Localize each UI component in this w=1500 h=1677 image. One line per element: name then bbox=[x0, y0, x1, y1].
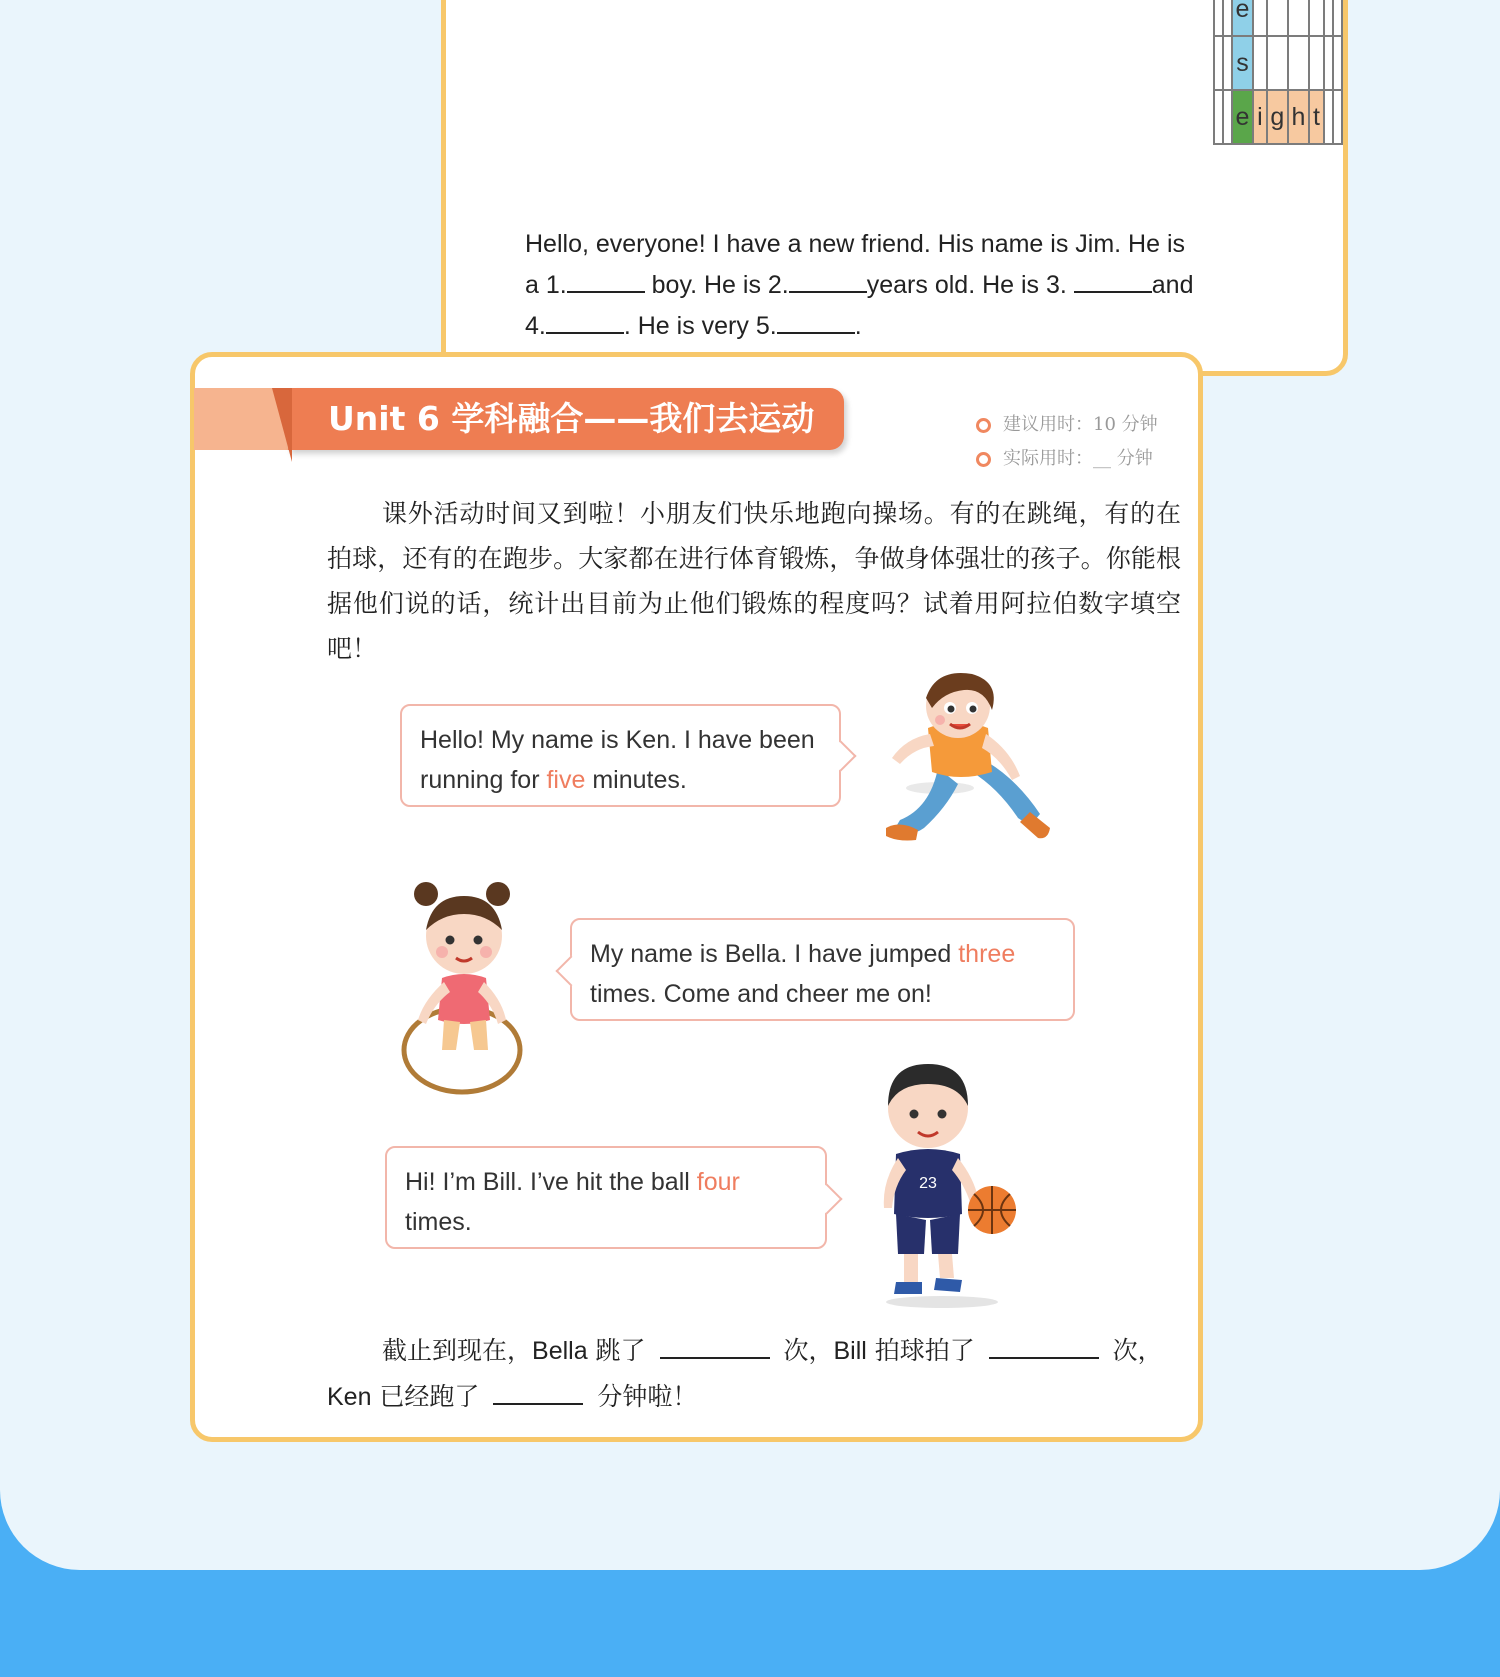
grid-cell-letter: e bbox=[1232, 90, 1253, 144]
unit-title-banner: Unit 6 学科融合——我们去运动 bbox=[288, 388, 844, 450]
answer-blank-5[interactable] bbox=[777, 307, 855, 334]
bill-count-blank[interactable] bbox=[989, 1332, 1099, 1359]
bella-speech-bubble: My name is Bella. I have jumped three times. Come and cheer me on! bbox=[570, 918, 1075, 1021]
passage-line: 4. . He is very 5. . bbox=[525, 306, 1245, 347]
intro-paragraph: 课外活动时间又到啦！小朋友们快乐地跑向操场。有的在跳绳，有的在拍球，还有的在跑步。大家都在进行体育锻炼，争做身体强壮的孩子。你能根据他们说的话，统计出目前为止他们锻炼的程度吗？试着用阿拉伯数字填空吧！ bbox=[327, 499, 1181, 663]
ken-running-boy-illustration bbox=[880, 668, 1070, 878]
bella-count-blank[interactable] bbox=[660, 1332, 770, 1359]
circle-bullet-icon bbox=[976, 418, 991, 433]
answer-sentence: 截止到现在，Bella 跳了 次，Bill 拍球拍了 次， Ken 已经跑了 分钟啦！ bbox=[327, 1328, 1181, 1420]
crossword-grid bbox=[1213, 0, 1343, 145]
passage-line: a 1. boy. He is 2. years old. He is 3. and bbox=[525, 265, 1245, 306]
grid-cell-letter: i bbox=[1253, 90, 1267, 144]
ken-minutes-blank[interactable] bbox=[493, 1378, 583, 1405]
jim-passage bbox=[525, 224, 1245, 347]
highlight-word: four bbox=[696, 1168, 740, 1196]
circle-bullet-icon bbox=[976, 452, 991, 467]
answer-blank-2[interactable] bbox=[789, 266, 867, 293]
bill-speech-bubble: Hi! I’m Bill. I’ve hit the ball four times. bbox=[385, 1146, 827, 1249]
highlight-word: three bbox=[958, 940, 1016, 968]
bella-jump-rope-girl-illustration bbox=[398, 880, 538, 1100]
ken-speech-bubble: Hello! My name is Ken. I have been running for five minutes. bbox=[400, 704, 841, 807]
answer-blank-3[interactable] bbox=[1074, 266, 1152, 293]
grid-cell-letter: g bbox=[1267, 90, 1288, 144]
jersey-number: 23 bbox=[919, 1175, 937, 1192]
actual-time: 实际用时：__ 分钟 bbox=[1003, 448, 1153, 469]
passage-line: Hello, everyone! I have a new friend. His name is Jim. He is bbox=[525, 230, 1185, 258]
answer-blank-1[interactable] bbox=[567, 266, 645, 293]
grid-cell-letter: s bbox=[1232, 36, 1253, 90]
grid-cell-letter: t bbox=[1309, 90, 1324, 144]
suggested-time: 建议用时：10 分钟 bbox=[1003, 414, 1158, 435]
timing-info bbox=[976, 408, 1158, 476]
grid-cell-letter: h bbox=[1288, 90, 1309, 144]
bill-basketball-boy-illustration bbox=[862, 1058, 1022, 1308]
grid-cell-letter: e bbox=[1232, 0, 1253, 36]
highlight-word: five bbox=[546, 766, 586, 794]
answer-blank-4[interactable] bbox=[546, 307, 624, 334]
banner-ribbon-fold bbox=[272, 388, 292, 462]
